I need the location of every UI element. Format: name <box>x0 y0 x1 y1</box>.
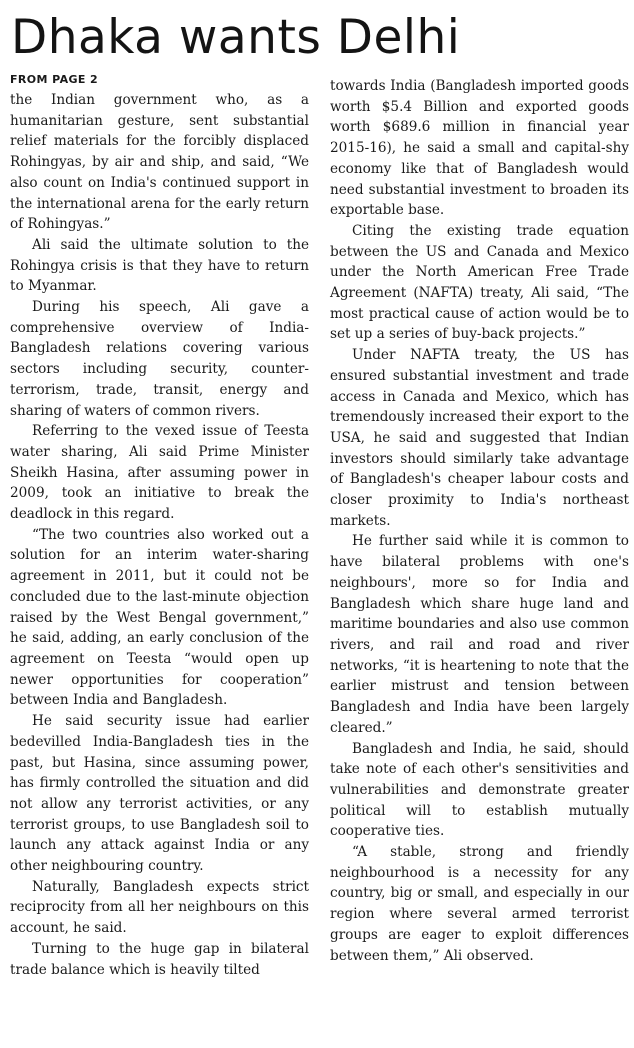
paragraph: Turning to the huge gap in bilateral trade balance which is heavily tilted <box>10 940 309 978</box>
paragraph: He said security issue had earlier bedevilled India-Bangladesh ties in the past, but Hasina, since assuming power, has firmly controlled the situation and did not allow any terrorist activities, or any terrorist groups, to use Bangladesh soil to launch any attack against India or any other neighbouring country. <box>10 713 309 875</box>
paragraph: Naturally, Bangladesh expects strict reciprocity from all her neighbours on this account, he said. <box>10 878 309 937</box>
paragraph: Ali said the ultimate solution to the Rohingya crisis is that they have to return to Myanmar. <box>10 236 309 295</box>
paragraph: Referring to the vexed issue of Teesta water sharing, Ali said Prime Minister Sheikh Hasina, after assuming power in 2009, took an initiative to break the deadlock in this regard. <box>10 423 309 523</box>
continuation-kicker: FROM PAGE 2 <box>10 73 99 86</box>
paragraph: He further said while it is common to have bilateral problems with one's neighbours', more so for India and Bangladesh which share huge land and maritime boundaries and also use common rivers, and rail and road and river networks, “it is heartening to note that the earlier mistrust and tension between Bangladesh and India have been largely cleared.” <box>330 533 629 736</box>
paragraph: Citing the existing trade equation between the US and Canada and Mexico under the North American Free Trade Agreement (NAFTA) treaty, Ali said, “The most practical cause of action would be to set up a series of buy-back projects.” <box>330 222 629 343</box>
paragraph: towards India (Bangladesh imported goods worth $5.4 Billion and exported goods worth $689.6 million in financial year 2015-16), he said a small and capital-shy economy like that of Bangladesh would need substantial investment to broaden its exportable base. <box>330 78 629 219</box>
paragraph: During his speech, Ali gave a comprehensive overview of India-Bangladesh relations covering various sectors including security, counter-terrorism, trade, transit, energy and sharing of waters of common rivers. <box>10 299 309 419</box>
paragraph: “The two countries also worked out a solution for an interim water-sharing agreement in 2011, but it could not be concluded due to the last-minute objection raised by the West Bengal government,” he said, adding, an early conclusion of the agreement on Teesta “would open up newer opportunities for cooperation” between India and Bangladesh. <box>10 526 309 709</box>
article-column-right <box>330 76 629 966</box>
article-headline: Dhaka wants Delhi <box>11 10 461 65</box>
paragraph: the Indian government who, as a humanitarian gesture, sent substantial relief materials for the forcibly displaced Rohingyas, by air and ship, and said, “We also count on India's continued support in the international arena for the early return of Rohingyas.” <box>10 92 309 233</box>
paragraph: Bangladesh and India, he said, should take note of each other's sensitivities and vulnerabilities and demonstrate greater political will to establish mutually cooperative ties. <box>330 740 629 840</box>
paragraph: “A stable, strong and friendly neighbourhood is a necessity for any country, big or small, and especially in our region where several armed terrorist groups are eager to exploit differences between them,” Ali observed. <box>330 844 629 964</box>
article-column-left <box>10 72 309 980</box>
paragraph: Under NAFTA treaty, the US has ensured substantial investment and trade access in Canada and Mexico, which has tremendously increased their export to the USA, he said and suggested that Indian investors should similarly take advantage of Bangladesh's cheaper labour costs and closer proximity to India's northeast markets. <box>330 347 629 529</box>
